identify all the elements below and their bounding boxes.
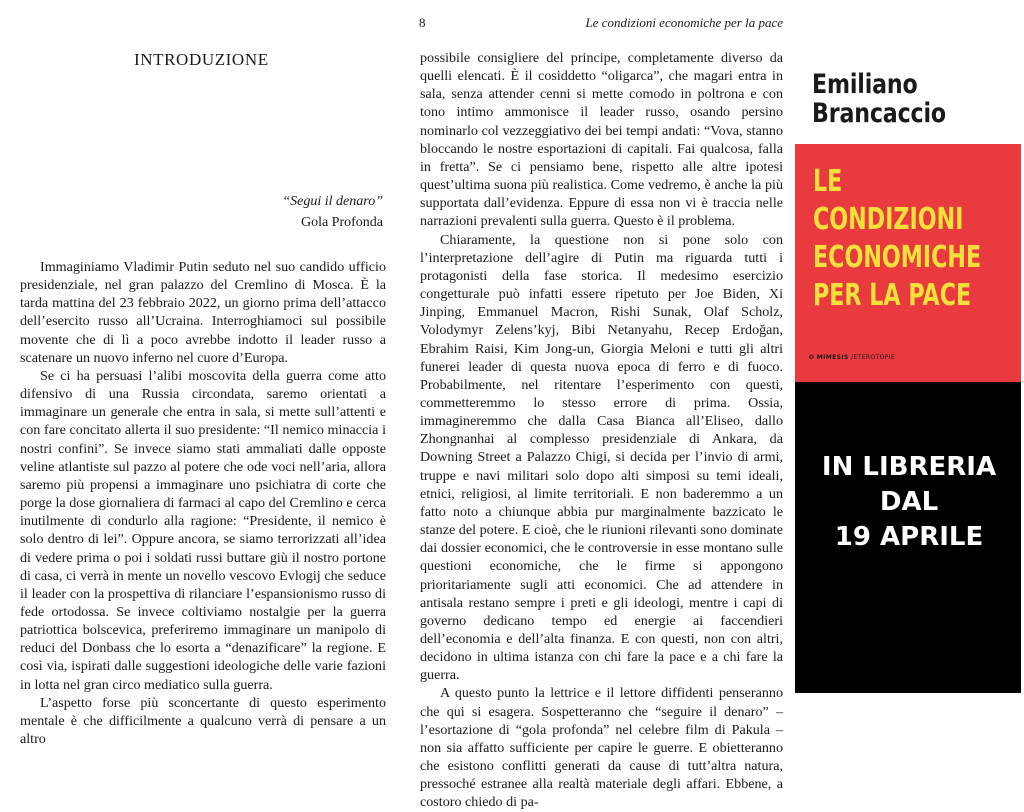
ad-book-title-line: PER LA PACE [813,278,972,313]
publisher-separator: / [851,354,854,361]
ad-release-line: 19 APRILE [834,522,984,552]
epigraph-attribution: Gola Profonda [300,215,383,230]
paragraph: Se ci ha persuasi l’alibi moscovita della guerra come atto difensivo di una Russia circondata, saremo orientati a immaginare un generale che entra in sala, si mette sull’attenti e con fare concitato allerta il suo presidente: “Il nemico minaccia i nostri confini”. Se invece siamo stati ammaliati dalle opposte veline atlantiste sul pazzo al potere che ode voci nell’aria, allora saremo più propensi a immaginare uno psichiatra di corte che porge la dose giornaliera di farmaci al capo del Cremlino e cerca inutilmente di condurlo alla ragione: “Presidente, il nemico è solo dentro di lei”. Oppure ancora, se siamo terrorizzati all’idea di vedere prima o poi i soldati russi buttare giù il nostro portone di casa, ci verrà in mente un novello vescovo Evlogij che seduce il leader con la prospettiva di rilanciare l’espansionismo russo di fede ortodossa. Se invece coltiviamo nostalgie per la guerra patriottica bolscevica, preferiremo immaginare un manipolo di reduci del Donbass che lo esorta a “denazificare” la regione. E così via, ispirati dalle suggestioni ideologiche delle varie fazioni in lotta nel gran circo mediatico sulla guerra. [20,367,386,693]
ad-book-title-line: ECONOMICHE [813,240,982,275]
paragraph: A questo punto la lettrice e il lettore diffidenti penseranno che qui si esagera. Sospetteranno che “seguire il denaro” – l’esortazione di “gola profonda” nel celebre film di Pakula – non sia affatto sufficiente per capire le guerre. E obietteranno che esistono conflitti generati da cause di tutt’altra natura, pressoché estranee alla realtà materiale degli affari. Ebbene, a costoro chiedo di pa- [420,685,783,811]
ad-author-first: Emiliano [812,69,918,100]
paragraph: L’aspetto forse più sconcertante di questo esperimento mentale è che difficilmente a qualcuno verrà di pensare a un altro [20,694,386,748]
publisher-logo-icon: ❂ [809,354,815,361]
ad-author-name [812,70,984,128]
ad-release-line: IN LIBRERIA [821,452,997,482]
left-page-body [20,258,386,748]
ad-release-line: DAL [879,487,939,517]
ad-publisher [809,354,895,361]
ad-release-text [797,450,1021,555]
epigraph-quote: “Segui il denaro” [282,194,383,209]
epigraph [0,191,383,233]
paragraph: possibile consigliere del principe, completamente diverso da quelli elencati. È il cosiddetto “oligarca”, che magari entra in sala, senza attender cenni si mette comodo in poltrona e con tono intimo ammonisce il leader russo, osando persino nominarlo col vezzeggiativo dei bei tempi andati: “Vova, stanno bloccando le nostre esportazioni di capitali. Fai qualcosa, falla in fretta”. Se ci pensiamo bene, rispetto alle altre ipotesi quest’ultima suona più realistica. Come vedremo, è anche la più supportata dall’evidenza. Eppure di essa non vi è traccia nelle narrazioni prevalenti sulla guerra. Questo è il problema. [420,50,783,230]
page-number: 8 [419,15,426,30]
ad-book-title-line: LE CONDIZIONI [813,164,964,237]
right-page-body [420,49,783,812]
running-head: Le condizioni economiche per la pace [585,15,783,30]
ad-book-title [813,163,991,315]
publisher-name: MIMESIS [816,354,849,361]
paragraph: Immaginiamo Vladimir Putin seduto nel suo candido ufficio presidenziale, nel gran palazzo del Cremlino di Mosca. È la tarda mattina del 23 febbraio 2022, un giorno prima dell’attacco dell’esercito russo all’Ucraina. Interroghiamoci sul possibile movente che di lì a poco avrebbe indotto il leader russo a scatenare un nuovo inferno nel cuore d’Europa. [20,259,386,366]
publisher-series: ETEROTOPIE [853,354,896,361]
paragraph: Chiaramente, la questione non si pone solo con l’interpretazione dell’agire di Putin ma riguarda tutti i protagonisti della fase storica. Il medesimo esercizio congetturale può infatti essere ripetuto per Joe Biden, Xi Jinping, Emmanuel Macron, Rishi Sunak, Olaf Scholz, Volodymyr Zelens’kyj, Bibi Netanyahu, Recep Erdoğan, Ebrahim Raisi, Kim Jong-un, Giorgia Meloni e tutti gli altri funerei leader di questa nuova epoca di ferro e di fuoco. Probabilmente, nel ritentare l’esperimento con questi, commetteremmo lo stesso errore di prima. Ossia, immagineremmo che dalla Casa Bianca all’Eliseo, dallo Zhongnanhai al complesso presidenziale di Ankara, da Downing Street a Palazzo Chigi, si decida per l’invio di armi, truppe e navi militari solo dopo alti simposi su temi ideali, etnici, religiosi, al limite territoriali. E non baderemmo a un fatto noto a chiunque abbia pur marginalmente bazzicato le stanze del potere. E cioè, che le riunioni rilevanti sono dominate dai dossier economici, che le controversie in esse montano sulle questioni economiche, che le firme si appongono prioritariamente sugli atti economici. Che ad attendere in antisala restano sempre i preti e gli ideologi, mentre i capi di governo dedicano tempo ed energie ai faccendieri dell’economia e dell’alta finanza. E con questi, non con altri, decidono in ultima istanza con chi fare la pace e a chi fare la guerra. [420,231,783,684]
ad-author-last: Brancaccio [812,98,946,129]
chapter-title: INTRODUZIONE [134,50,269,69]
